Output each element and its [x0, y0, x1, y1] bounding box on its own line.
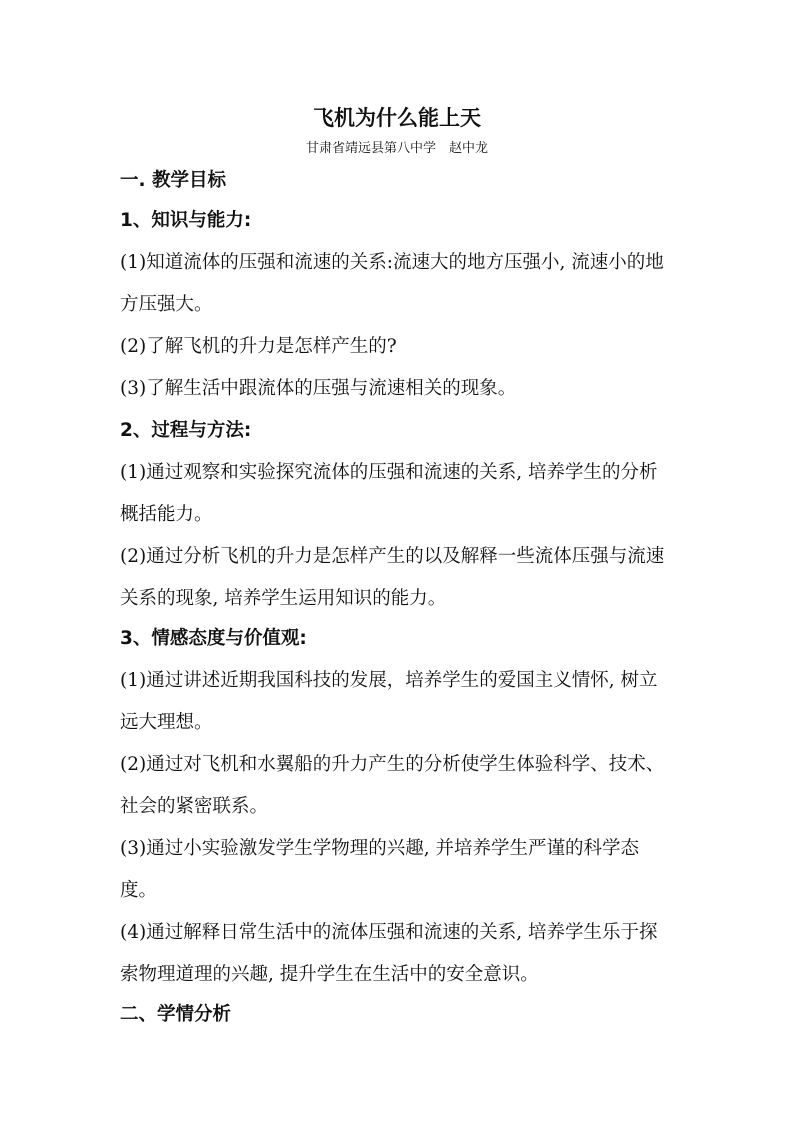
text-line: (3)通过小实验激发学生学物理的兴趣, 并培养学生严谨的科学态 [120, 838, 639, 859]
text-line: (2)通过对飞机和水翼船的升力产生的分析使学生体验科学、技术、 [120, 754, 665, 775]
subsection-heading-process: 2、过程与方法: [120, 420, 252, 441]
document-title: 飞机为什么能上天 [313, 105, 481, 130]
section-heading-objectives: 一. 教学目标 [120, 170, 226, 191]
text-line: (3)了解生活中跟流体的压强与流速相关的现象。 [120, 378, 517, 399]
text-line: 方压强大。 [120, 294, 213, 315]
text-line: 社会的紧密联系。 [120, 796, 269, 817]
section-heading-learner-analysis: 二、学情分析 [120, 1004, 232, 1025]
text-line: (1)通过讲述近期我国科技的发展，培养学生的爱国主义情怀, 树立 [120, 670, 658, 691]
subsection-heading-knowledge: 1、知识与能力: [120, 210, 252, 231]
text-line: 概括能力。 [120, 504, 213, 525]
text-line: (2)通过分析飞机的升力是怎样产生的以及解释一些流体压强与流速 [120, 546, 665, 567]
subsection-heading-attitude: 3、情感态度与价值观: [120, 628, 307, 649]
text-line: 关系的现象, 培养学生运用知识的能力。 [120, 588, 447, 609]
document-author: 甘肃省靖远县第八中学 赵中龙 [305, 141, 488, 156]
text-line: 远大理想。 [120, 712, 213, 733]
text-line: (1)知道流体的压强和流速的关系:流速大的地方压强小, 流速小的地 [120, 252, 664, 273]
text-line: 度。 [120, 880, 158, 901]
text-line: (4)通过解释日常生活中的流体压强和流速的关系, 培养学生乐于探 [120, 922, 658, 943]
text-line: 索物理道理的兴趣, 提升学生在生活中的安全意识。 [120, 964, 539, 985]
text-line: (2)了解飞机的升力是怎样产生的? [120, 336, 397, 357]
text-line: (1)通过观察和实验探究流体的压强和流速的关系, 培养学生的分析 [120, 462, 658, 483]
